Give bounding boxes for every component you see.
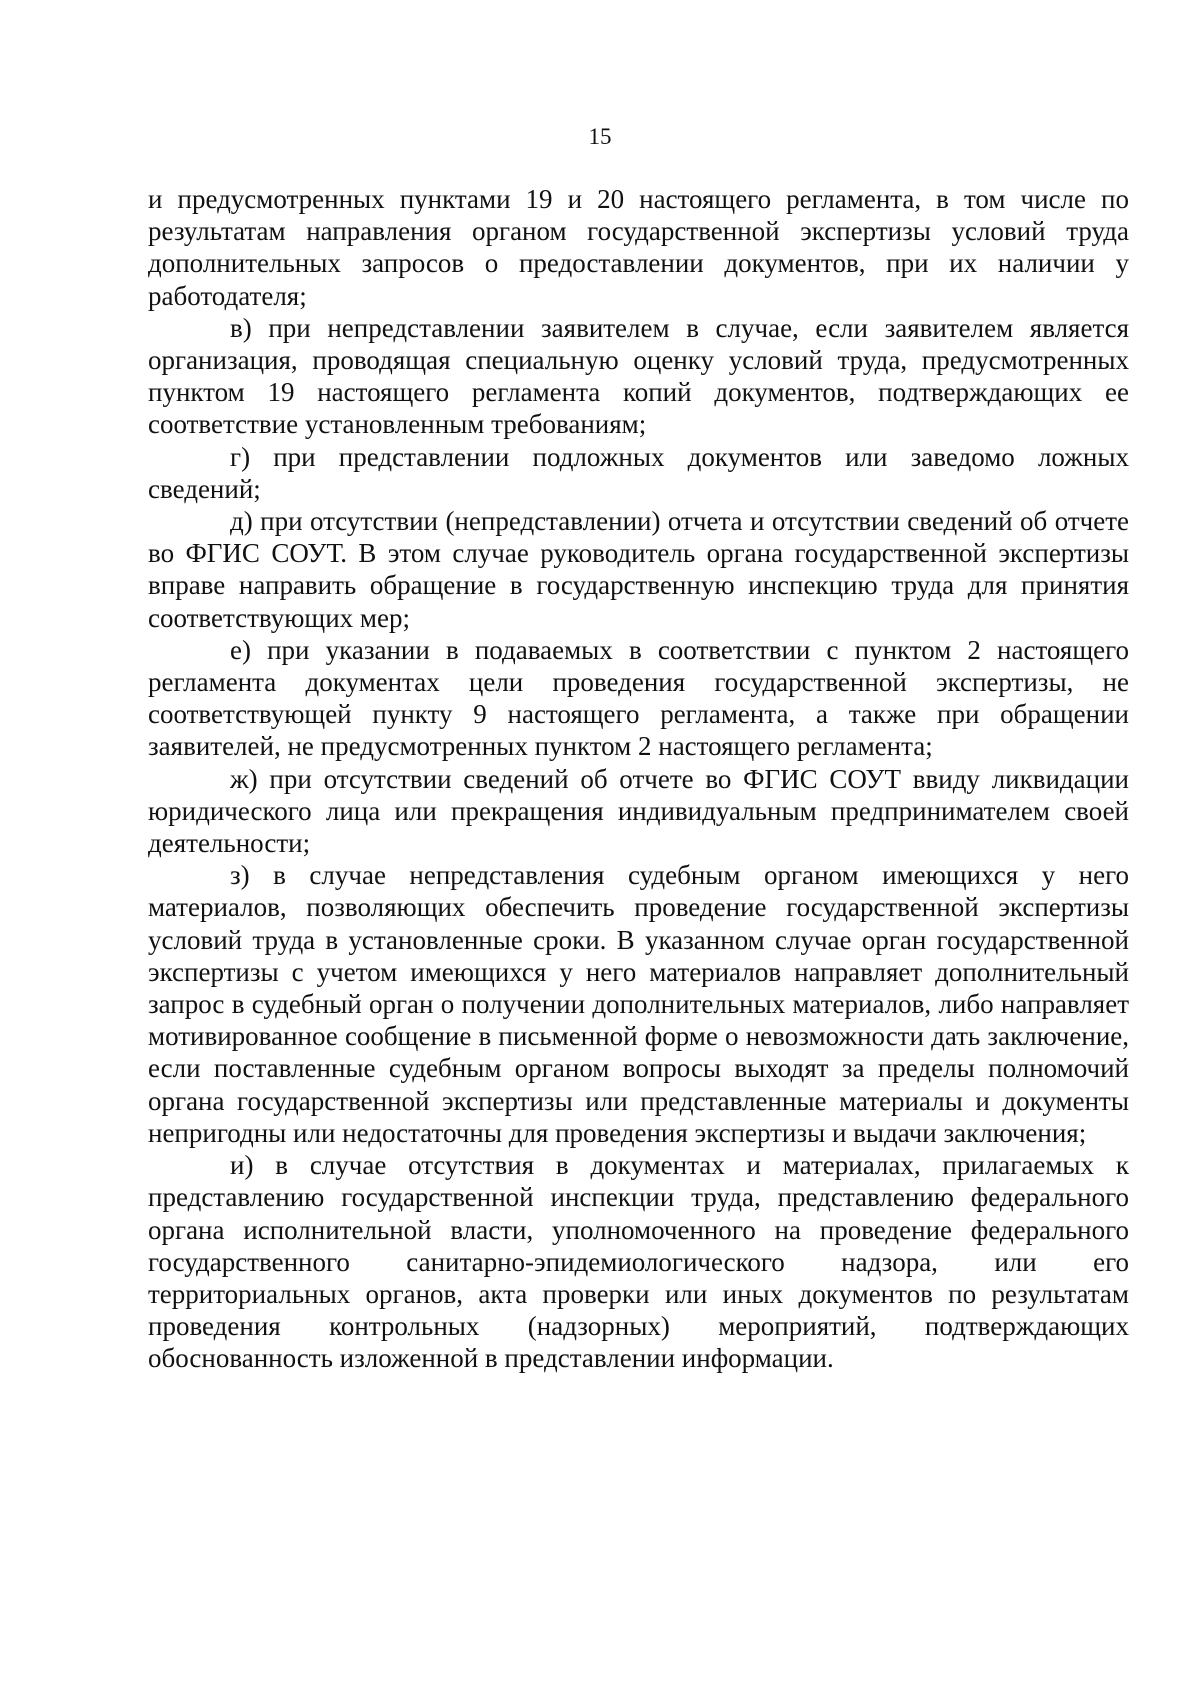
paragraph-item-z: з) в случае непредставления судебным органом имеющихся у него материалов, позволяющих обеспечить проведение государственной экспертизы условий труда в установленные сроки. В указанном случае орган государственной экспертизы с учетом имеющихся у него материалов направляет дополнительный запрос в судебный орган о получении дополнительных материалов, либо направляет мотивированное сообщение в письменной форме о невозможности дать заключение, если поставленные судебным органом вопросы выходят за пределы полномочий органа государственной экспертизы или представленные материалы и документы непригодны или недостаточны для проведения экспертизы и выдачи заключения; [148,860,1129,1148]
paragraph-item-v: в) при непредставлении заявителем в случае, если заявителем является организация, проводящая специальную оценку условий труда, предусмотренных пунктом 19 настоящего регламента копий документов, подтверждающих ее соответствие установленным требованиям; [148,312,1129,440]
paragraph-item-zh: ж) при отсутствии сведений об отчете во ФГИС СОУТ ввиду ликвидации юридического лица или прекращения индивидуальным предпринимателем своей деятельности; [148,763,1129,859]
document-body [148,183,1129,1375]
paragraph-item-i: и) в случае отсутствия в документах и материалах, прилагаемых к представлению государственной инспекции труда, представлению федерального органа исполнительной власти, уполномоченного на проведение федерального государственного санитарно-эпидемиологического надзора, или его территориальных органов, акта проверки или иных документов по результатам проведения контрольных (надзорных) мероприятий, подтверждающих обоснованность изложенной в представлении информации. [148,1150,1129,1374]
page-number: 15 [588,124,612,149]
paragraph-item-e: е) при указании в подаваемых в соответствии с пунктом 2 настоящего регламента документах цели проведения государственной экспертизы, не соответствующей пункту 9 настоящего регламента, а также при обращении заявителей, не предусмотренных пунктом 2 настоящего регламента; [148,634,1129,762]
paragraph-item-d: д) при отсутствии (непредставлении) отчета и отсутствии сведений об отчете во ФГИС СОУТ. В этом случае руководитель органа государственной экспертизы вправе направить обращение в государственную инспекцию труда для принятия соответствующих мер; [148,506,1129,633]
paragraph-continuation: и предусмотренных пунктами 19 и 20 настоящего регламента, в том числе по результатам направления органом государственной экспертизы условий труда дополнительных запросов о предоставлении документов, при их наличии у работодателя; [148,184,1129,311]
paragraph-item-g: г) при представлении подложных документов или заведомо ложных сведений; [148,441,1129,504]
